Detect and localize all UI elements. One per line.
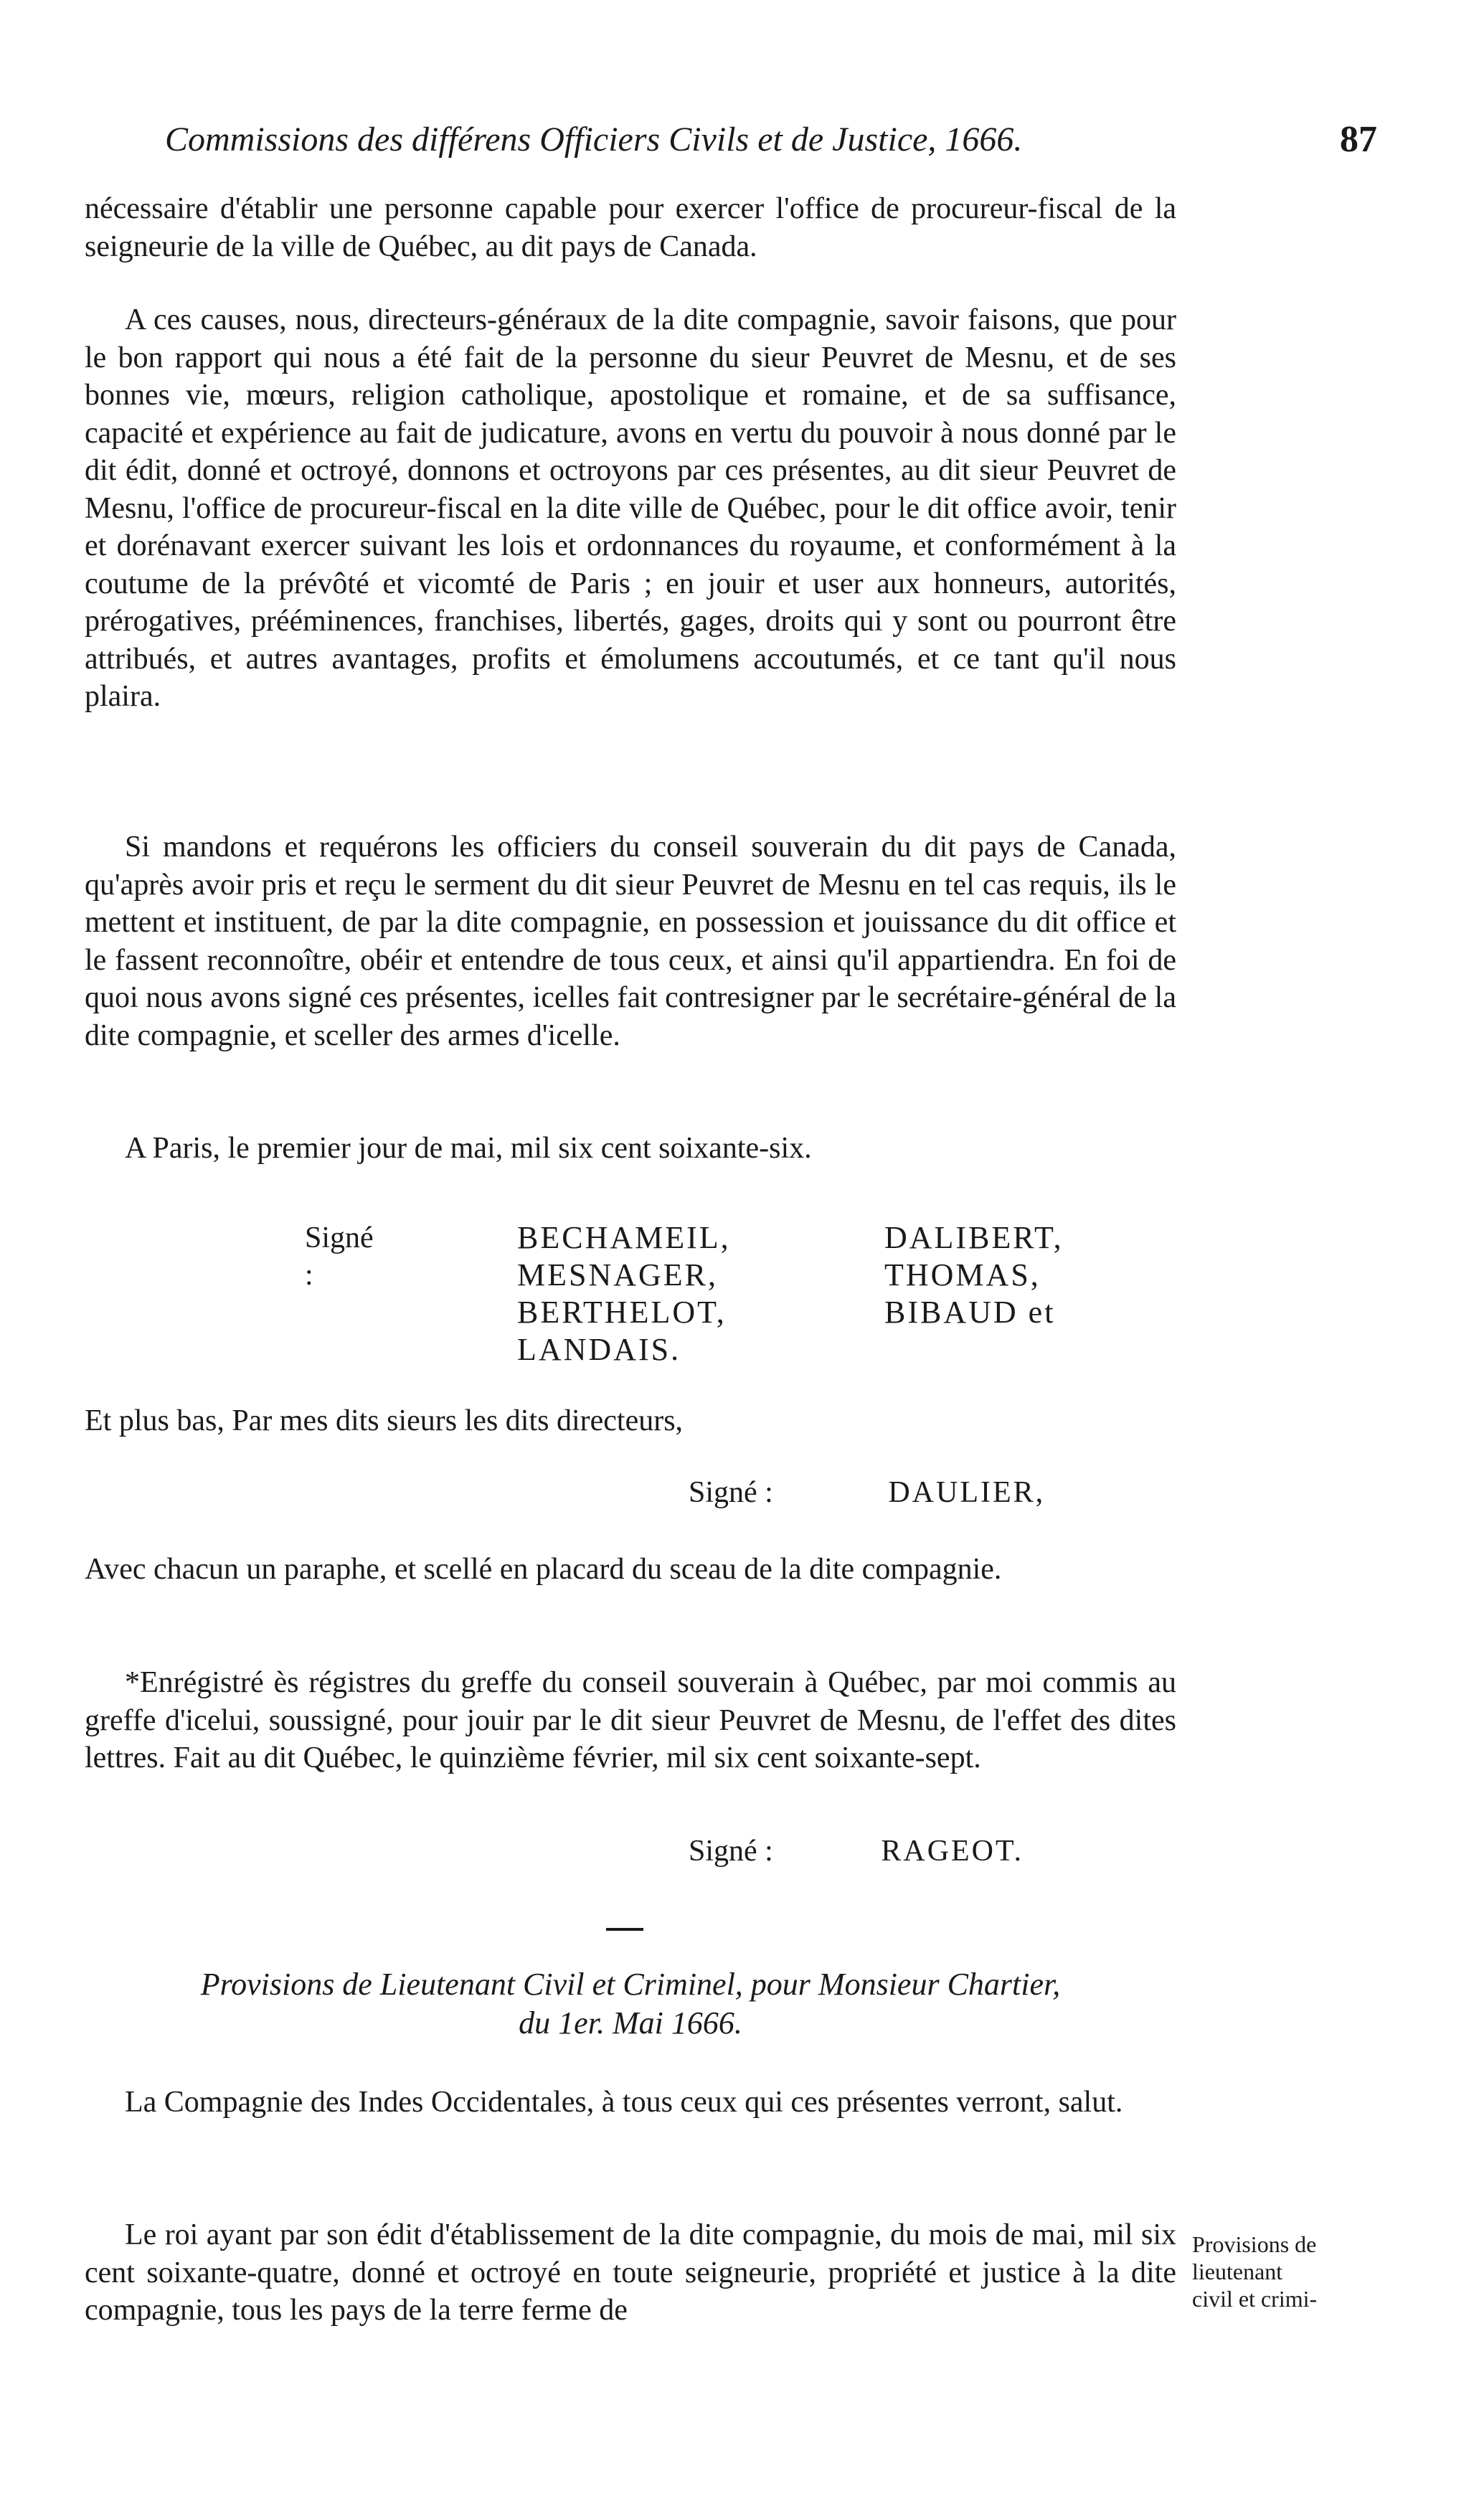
paragraph-et-plus-bas bbox=[85, 1402, 1176, 1440]
section-divider bbox=[606, 1928, 643, 1931]
signature-column-left bbox=[517, 1219, 731, 1368]
paragraph-paraphe bbox=[85, 1551, 1176, 1589]
running-header bbox=[136, 115, 1377, 165]
paragraph-text: A Paris, le premier jour de mai, mil six cent soixante-six. bbox=[125, 1132, 812, 1165]
paragraph-edict bbox=[85, 2216, 1176, 2330]
signature-name: LANDAIS. bbox=[517, 1332, 681, 1367]
paragraph-text: Avec chacun un paraphe, et scellé en placard du sceau de la dite compagnie. bbox=[85, 1553, 1002, 1586]
paragraph-text: A ces causes, nous, directeurs-généraux de la dite compagnie, savoir faisons, que pour le bon rapport qui nous a été fait de la personne du sieur Peuvret de Mesnu, et de ses bonnes vie, mœurs, religion catholique, apostolique et romaine, et de sa suffisance, capacité et expérience au fait de judicature, avons en vertu du pouvoir à nous donné par le dit édit, donné et octroyé, donnons et octroyons par ces présentes, au dit sieur Peuvret de Mesnu, l'office de procureur-fiscal en la dite ville de Québec, pour le dit office avoir, tenir et dorénavant exercer suivant les lois et ordonnances du royaume, et conformément à la coutume de la prévôté et vicomté de Paris ; en jouir et user aux honneurs, autorités, prérogatives, prééminences, franchises, libertés, gages, droits qui y sont ou pourront être attribués, et autres avantages, profits et émolumens accoutumés, et ce tant qu'il nous plaira. bbox=[85, 303, 1176, 713]
paragraph-text: La Compagnie des Indes Occidentales, à tous ceux qui ces présentes verront, salut. bbox=[125, 2086, 1123, 2119]
paragraph-text: nécessaire d'établir une personne capable pour exercer l'office de procureur-fiscal de la seigneurie de la ville de Québec, au dit pays de Canada. bbox=[85, 192, 1176, 263]
signature-label: Signé : bbox=[689, 1835, 773, 1868]
paragraph-appointment bbox=[85, 301, 1176, 716]
paragraph-continuation bbox=[85, 190, 1176, 265]
paragraph-text: *Enrégistré ès régistres du greffe du conseil souverain à Québec, par moi commis au greffe d'icelui, soussigné, pour jouir par le dit sieur Peuvret de Mesnu, de l'effet des dites lettres. Fait au dit Québec, le quinzième février, mil six cent soixante-sept. bbox=[85, 1666, 1176, 1774]
signature-name: BECHAMEIL, bbox=[517, 1220, 731, 1255]
signature-daulier bbox=[689, 1474, 1045, 1511]
signature-name: BERTHELOT, bbox=[517, 1295, 727, 1330]
section-title-line: Provisions de Lieutenant Civil et Criminel, pour Monsieur Chartier, bbox=[200, 1967, 1061, 2002]
page-number: 87 bbox=[1340, 119, 1377, 160]
signature-name: DALIBERT, bbox=[884, 1220, 1064, 1255]
section-title bbox=[85, 1965, 1176, 2043]
signature-column-right bbox=[884, 1219, 1064, 1331]
signature-name: THOMAS, bbox=[884, 1257, 1041, 1292]
paragraph-date-place bbox=[85, 1130, 1176, 1168]
paragraph-text: Le roi ayant par son édit d'établissement de la dite compagnie, du mois de mai, mil six cent soixante-quatre, donné et octroyé en toute seigneurie, propriété et justice à la dite compagnie, tous les pays de la terre ferme de bbox=[85, 2218, 1176, 2327]
paragraph-mandate bbox=[85, 828, 1176, 1054]
signature-name: DAULIER, bbox=[888, 1476, 1046, 1509]
signature-name: RAGEOT. bbox=[881, 1835, 1024, 1868]
header-title: Commissions des différens Officiers Civils et de Justice, 1666. bbox=[165, 120, 1023, 159]
paragraph-text: Et plus bas, Par mes dits sieurs les dits directeurs, bbox=[85, 1404, 684, 1437]
paragraph-text: Si mandons et requérons les officiers du conseil souverain du dit pays de Canada, qu'après avoir pris et reçu le serment du dit sieur Peuvret de Mesnu en tel cas requis, ils le mettent et instituent, de par la dite compagnie, en possession et jouissance du dit office et le fassent reconnoître, obéir et entendre de tous ceux, et ainsi qu'il appartiendra. En foi de quoi nous avons signé ces présentes, icelles fait contresigner par le secrétaire-général de la dite compagnie, et sceller des armes d'icelle. bbox=[85, 831, 1176, 1052]
signature-label: Signé : bbox=[689, 1476, 773, 1509]
signature-label: Signé : bbox=[305, 1221, 374, 1292]
paragraph-registration bbox=[85, 1664, 1176, 1777]
signature-name: MESNAGER, bbox=[517, 1257, 719, 1292]
paragraph-salutation bbox=[85, 2084, 1176, 2122]
section-title-line: du 1er. Mai 1666. bbox=[519, 2005, 742, 2041]
signature-name: BIBAUD et bbox=[884, 1295, 1056, 1330]
signature-rageot bbox=[689, 1833, 1024, 1870]
margin-note: Provisions de lieutenant civil et crimi- bbox=[1192, 2231, 1318, 2312]
